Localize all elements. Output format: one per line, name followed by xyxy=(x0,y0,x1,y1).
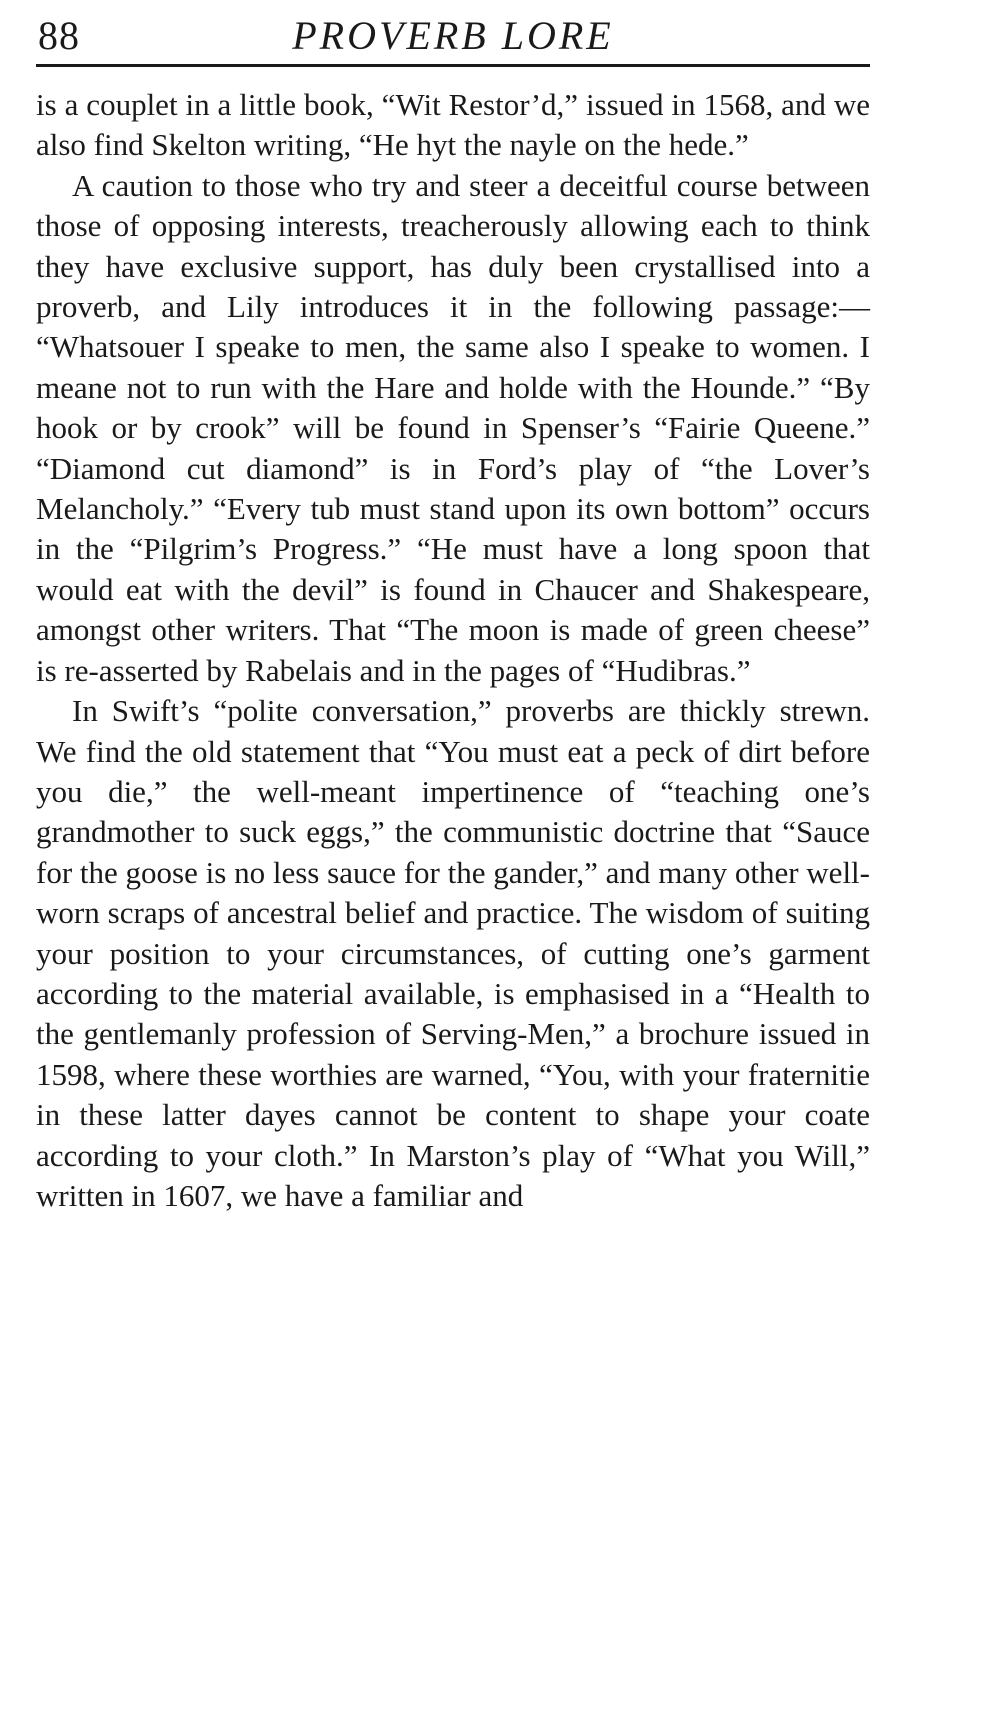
running-head xyxy=(36,6,870,67)
book-page xyxy=(36,6,870,1216)
paragraph-caution: A caution to those who try and steer a deceitful course between those of opposing interests, treacherously allowing each to think they have exclusive support, has duly been crystallised into a proverb, and Lily introduces it in the following passage:— “Whatsouer I speake to men, the same also I speake to women. I meane not to run with the Hare and holde with the Hounde.” “By hook or by crook” will be found in Spenser’s “Fairie Queene.” “Diamond cut diamond” is in Ford’s play of “the Lover’s Melancholy.” “Every tub must stand upon its own bottom” occurs in the “Pilgrim’s Progress.” “He must have a long spoon that would eat with the devil” is found in Chaucer and Shakespeare, amongst other writers. That “The moon is made of green cheese” is re-asserted by Rabelais and in the pages of “Hudibras.” xyxy=(36,167,870,688)
body-text xyxy=(36,85,870,1216)
page-number: 88 xyxy=(38,13,80,58)
running-title: PROVERB LORE xyxy=(292,13,614,58)
paragraph-swift: In Swift’s “polite conversation,” proverbs are thickly strewn. We find the old statement that “You must eat a peck of dirt before you die,” the well-meant impertinence of “teaching one’s grandmother to suck eggs,” the communistic doctrine that “Sauce for the goose is no less sauce for the gander,” and many other well-worn scraps of ancestral belief and practice. The wisdom of suiting your position to your circumstances, of cutting one’s garment according to the material available, is emphasised in a “Health to the gentlemanly profession of Serving-Men,” a brochure issued in 1598, where these worthies are warned, “You, with your fraternitie in these latter dayes cannot be content to shape your coate according to your cloth.” In Marston’s play of “What you Will,” written in 1607, we have a familiar and xyxy=(36,693,870,1213)
paragraph-continued: is a couplet in a little book, “Wit Restor’d,” issued in 1568, and we also find Skelton writing, “He hyt the nayle on the hede.” xyxy=(36,87,870,163)
